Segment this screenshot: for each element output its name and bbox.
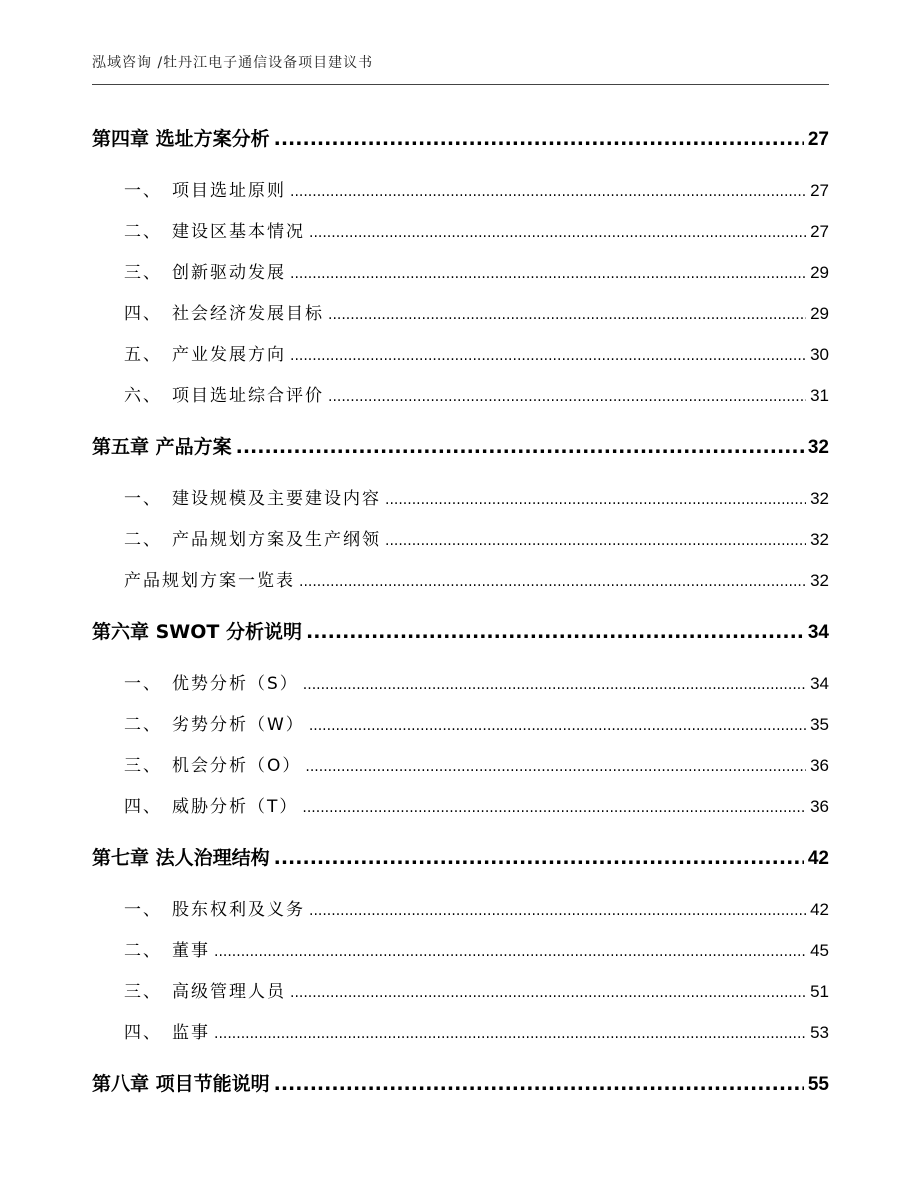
toc-page-number: 31 — [810, 386, 829, 405]
toc-section[interactable] — [124, 340, 829, 365]
toc-section-number: 一、 — [124, 674, 162, 694]
toc-leader — [302, 800, 806, 816]
toc-leader — [236, 436, 804, 458]
toc-section-number: 四、 — [124, 1023, 162, 1043]
toc-section[interactable] — [124, 977, 829, 1002]
toc-leader — [274, 1073, 804, 1095]
toc-page-number: 27 — [810, 222, 829, 241]
toc-section[interactable] — [124, 1018, 829, 1043]
toc-section-number: 四、 — [124, 304, 162, 324]
toc-section-number: 一、 — [124, 489, 162, 509]
toc-leader — [299, 574, 806, 590]
toc-page-number: 27 — [810, 181, 829, 200]
toc-leader — [328, 307, 806, 323]
toc-section-title: 产品规划方案一览表 — [124, 571, 295, 591]
toc-page-number: 36 — [810, 756, 829, 775]
toc-section-title: 社会经济发展目标 — [172, 304, 324, 324]
toc-section[interactable] — [124, 669, 829, 694]
toc-chapter-4[interactable] — [92, 124, 829, 151]
toc-leader — [214, 1026, 806, 1042]
toc-section-number: 五、 — [124, 345, 162, 365]
toc-leader — [309, 903, 806, 919]
toc-chapter-title: 第四章 选址方案分析 — [92, 128, 270, 150]
toc-section[interactable] — [124, 710, 829, 735]
toc-leader — [305, 759, 806, 775]
toc-section-number: 二、 — [124, 941, 162, 961]
toc-page-number: 27 — [807, 129, 829, 150]
toc-chapter-title: 第五章 产品方案 — [92, 436, 232, 458]
toc-page-number: 42 — [810, 900, 829, 919]
toc-section-title: 建设规模及主要建设内容 — [172, 489, 381, 509]
toc-section-number: 六、 — [124, 386, 162, 406]
toc-section-title: 董事 — [172, 941, 210, 961]
toc-leader — [309, 718, 806, 734]
toc-section-number: 四、 — [124, 797, 162, 817]
toc-section-title: 股东权利及义务 — [172, 900, 305, 920]
toc-section[interactable] — [124, 299, 829, 324]
page-header: 泓域咨询 /牡丹江电子通信设备项目建议书 — [92, 55, 374, 71]
toc-section-number: 三、 — [124, 263, 162, 283]
toc-page-number: 29 — [810, 304, 829, 323]
toc-page-number: 34 — [810, 674, 829, 693]
toc-section-title: 项目选址综合评价 — [172, 386, 324, 406]
toc-page-number: 45 — [810, 941, 829, 960]
toc-section-title: 优势分析（S） — [172, 674, 299, 694]
toc-section-title: 监事 — [172, 1023, 210, 1043]
toc-section-number: 一、 — [124, 900, 162, 920]
toc-chapter-8[interactable] — [92, 1069, 829, 1096]
toc-section-title: 产业发展方向 — [172, 345, 286, 365]
toc-section-title: 威胁分析（T） — [172, 797, 299, 817]
toc-page-number: 36 — [810, 797, 829, 816]
toc-section-number: 二、 — [124, 222, 162, 242]
toc-chapter-title: 第六章 SWOT 分析说明 — [92, 621, 302, 643]
toc-chapter-7[interactable] — [92, 843, 829, 870]
toc-section-title: 机会分析（O） — [172, 756, 302, 776]
toc-section[interactable] — [124, 895, 829, 920]
toc-section-number: 二、 — [124, 530, 162, 550]
toc-section[interactable] — [124, 751, 829, 776]
toc-section[interactable] — [124, 525, 829, 550]
toc-chapter-6[interactable] — [92, 617, 829, 644]
toc-page-number: 42 — [807, 848, 829, 869]
toc-page-number: 32 — [807, 437, 829, 458]
toc-section-title: 劣势分析（W） — [172, 715, 305, 735]
toc-section-number: 二、 — [124, 715, 162, 735]
toc-section-number: 三、 — [124, 982, 162, 1002]
toc-page-number: 51 — [810, 982, 829, 1001]
toc-subsection[interactable] — [124, 566, 829, 591]
toc-leader — [309, 225, 806, 241]
toc-page-number: 35 — [810, 715, 829, 734]
toc-page-number: 32 — [810, 530, 829, 549]
toc-page-number: 30 — [810, 345, 829, 364]
toc-chapter-title: 第八章 项目节能说明 — [92, 1073, 270, 1095]
toc-leader — [385, 533, 806, 549]
toc-section[interactable] — [124, 792, 829, 817]
toc-leader — [303, 677, 806, 693]
toc-leader — [290, 985, 806, 1001]
toc-leader — [328, 389, 806, 405]
toc-section[interactable] — [124, 936, 829, 961]
toc-leader — [214, 944, 806, 960]
toc-page-number: 32 — [810, 489, 829, 508]
toc-page-number: 55 — [807, 1074, 829, 1095]
toc-section-number: 一、 — [124, 181, 162, 201]
toc-page-number: 53 — [810, 1023, 829, 1042]
header-divider — [92, 84, 829, 85]
toc-section-title: 创新驱动发展 — [172, 263, 286, 283]
toc-section-number: 三、 — [124, 756, 162, 776]
toc-leader — [290, 184, 806, 200]
toc-leader — [290, 266, 806, 282]
toc-leader — [274, 847, 804, 869]
toc-page-number: 32 — [810, 571, 829, 590]
toc-section-title: 高级管理人员 — [172, 982, 286, 1002]
toc-section[interactable] — [124, 217, 829, 242]
toc-page-number: 29 — [810, 263, 829, 282]
toc-section[interactable] — [124, 381, 829, 406]
toc-chapter-title: 第七章 法人治理结构 — [92, 847, 270, 869]
toc-section-title: 项目选址原则 — [172, 181, 286, 201]
toc-leader — [306, 621, 804, 643]
toc-chapter-5[interactable] — [92, 432, 829, 459]
toc-section[interactable] — [124, 176, 829, 201]
toc-section-title: 建设区基本情况 — [172, 222, 305, 242]
toc-section[interactable] — [124, 484, 829, 509]
toc-leader — [274, 128, 804, 150]
toc-page-number: 34 — [807, 622, 829, 643]
toc-section[interactable] — [124, 258, 829, 283]
toc-section-title: 产品规划方案及生产纲领 — [172, 530, 381, 550]
toc-leader — [385, 492, 806, 508]
toc-leader — [290, 348, 806, 364]
